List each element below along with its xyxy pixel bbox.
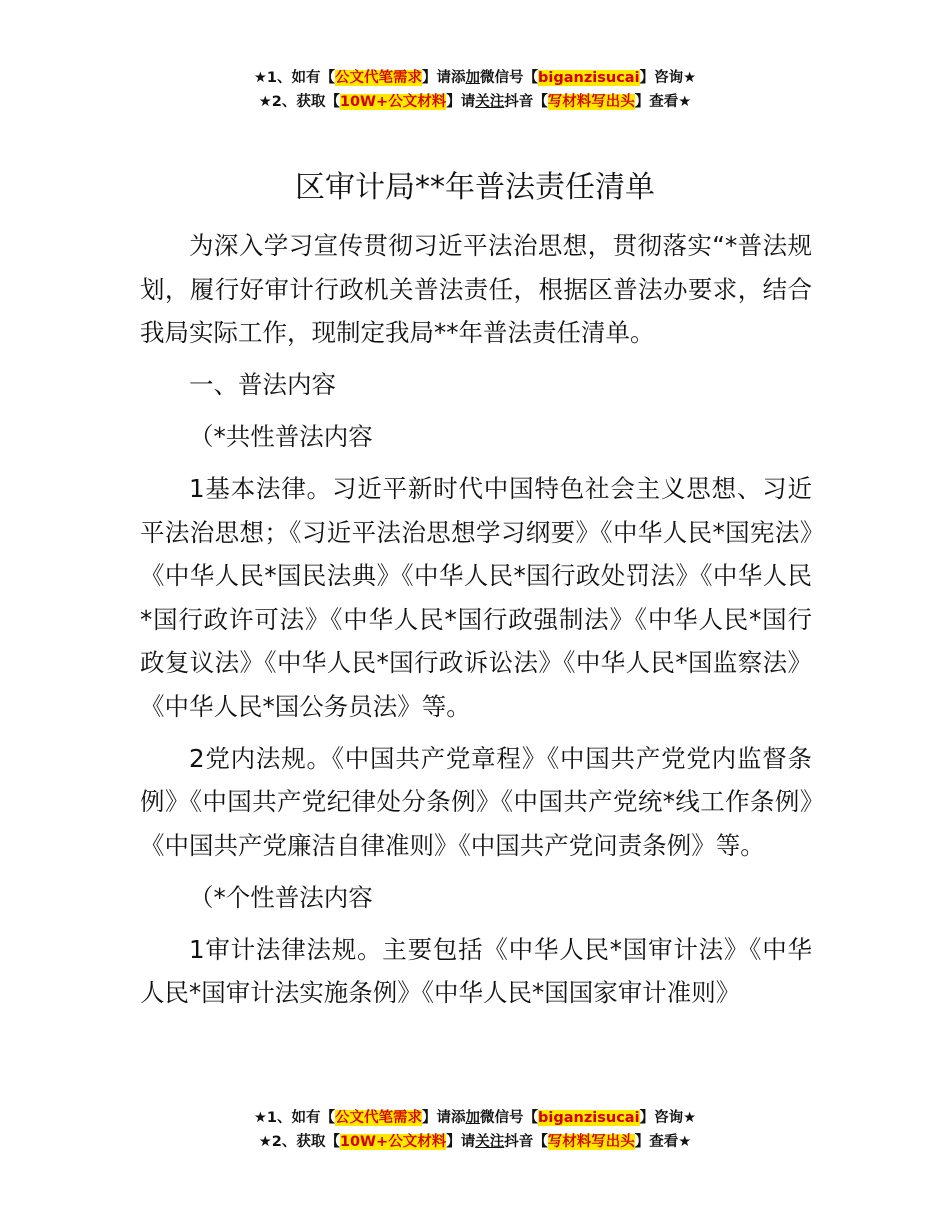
promo-line-1 bbox=[0, 66, 950, 90]
paragraph-audit-laws: 1审计法律法规。主要包括《中华人民*国审计法》《中华人民*国审计法实施条例》《中华人民*国国家审计准则》 bbox=[140, 934, 812, 1007]
promo-text: ★1、如有【 bbox=[253, 1110, 336, 1126]
promo-text: 抖音【 bbox=[504, 1134, 548, 1150]
promo-underlined-text: 关注 bbox=[475, 1134, 505, 1150]
promo-wechat-id: biganzisucai bbox=[538, 1110, 640, 1126]
promo-underlined-text: 加 bbox=[465, 70, 481, 86]
promo-text: ★2、获取【 bbox=[258, 1134, 340, 1150]
paragraph-intro: 为深入学习宣传贯彻习近平法治思想，贯彻落实“*普法规划，履行好审计行政机关普法责任，根据区普法办要求，结合我局实际工作，现制定我局**年普法责任清单。 bbox=[140, 231, 812, 347]
promo-text: 】请添 bbox=[422, 1110, 466, 1126]
promo-underlined-text: 加 bbox=[465, 1110, 481, 1126]
subsection-heading-common: （*共性普法内容 bbox=[189, 422, 373, 451]
section-heading-1: 一、普法内容 bbox=[189, 370, 336, 399]
promo-highlight: 公文代笔需求 bbox=[335, 1110, 423, 1126]
promo-text: 】咨询★ bbox=[639, 1110, 697, 1126]
promo-underlined-text: 关注 bbox=[475, 94, 505, 110]
promo-highlight: 公文代笔需求 bbox=[335, 70, 423, 86]
promo-line-2 bbox=[0, 1130, 950, 1154]
promo-text: 】请 bbox=[446, 94, 476, 110]
promo-highlight: 10W+公文材料 bbox=[339, 1134, 447, 1150]
promo-text: ★2、获取【 bbox=[258, 94, 340, 110]
promo-text: 】咨询★ bbox=[639, 70, 697, 86]
promo-text: 微信号【 bbox=[480, 70, 539, 86]
paragraph-party-regulations: 2党内法规。《中国共产党章程》《中国共产党党内监督条例》《中国共产党纪律处分条例》《中国共产党统*线工作条例》《中国共产党廉洁自律准则》《中国共产党问责条例》等。 bbox=[140, 743, 812, 860]
document-title: 区审计局**年普法责任清单 bbox=[295, 170, 655, 205]
paragraph-basic-laws: 1基本法律。习近平新时代中国特色社会主义思想、习近平法治思想；《习近平法治思想学习纲要》《中华人民*国宪法》《中华人民*国民法典》《中华人民*国行政处罚法》《中华人民*国行政许可法》《中华人民*国行政强制法》《中华人民*国行政复议法》《中华人民*国行政诉讼法》《中华人民*国监察法》《中华人民*国公务员法》等。 bbox=[140, 474, 812, 721]
promo-wechat-id: biganzisucai bbox=[538, 70, 640, 86]
promo-text: 】请添 bbox=[422, 70, 466, 86]
promo-line-1 bbox=[0, 1106, 950, 1130]
promo-douyin-name: 写材料写出头 bbox=[547, 94, 635, 110]
promo-text: 】查看★ bbox=[634, 1134, 692, 1150]
promo-text: 】查看★ bbox=[634, 94, 692, 110]
promo-highlight: 10W+公文材料 bbox=[339, 94, 447, 110]
promo-text: 微信号【 bbox=[480, 1110, 539, 1126]
promo-banner-bottom bbox=[0, 1106, 950, 1154]
promo-douyin-name: 写材料写出头 bbox=[547, 1134, 635, 1150]
promo-line-2 bbox=[0, 90, 950, 114]
subsection-heading-specific: （*个性普法内容 bbox=[189, 882, 373, 912]
promo-text: 】请 bbox=[446, 1134, 476, 1150]
promo-banner-top bbox=[0, 66, 950, 114]
promo-text: 抖音【 bbox=[504, 94, 548, 110]
promo-text: ★1、如有【 bbox=[253, 70, 336, 86]
document-body bbox=[140, 224, 812, 1023]
